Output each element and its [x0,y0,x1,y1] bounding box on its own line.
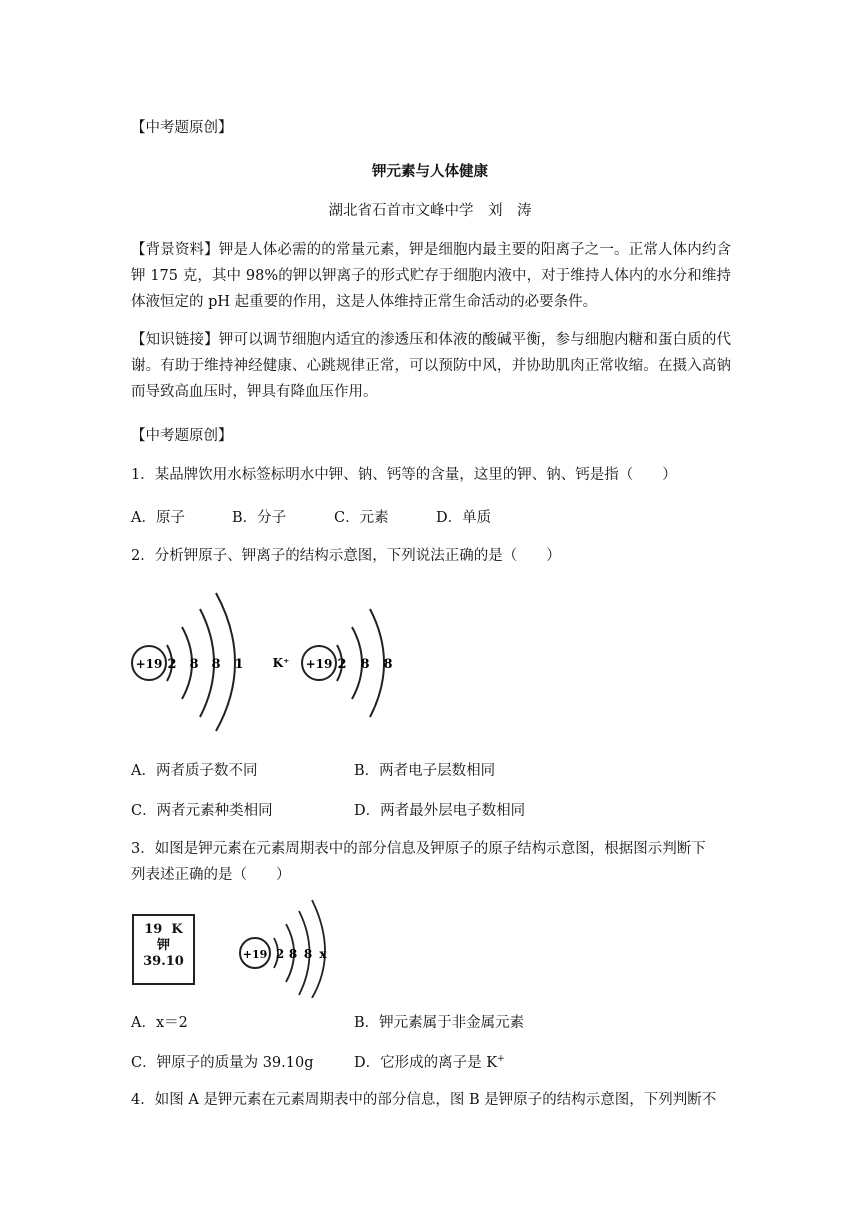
element-name: 钾 [156,938,170,953]
ion-shell-3-count: 8 [383,657,393,672]
question-4-stem: 4．如图 A 是钾元素在元素周期表中的部分信息，图 B 是钾原子的结构示意图，下列判断不 [131,1092,717,1108]
knowledge-text: 钾可以调节细胞内适宜的渗透压和体液的酸碱平衡，参与细胞内糖和蛋白质的代谢。有助于维持神经健康、心跳规律正常，可以预防中风，并协助肌肉正常收缩。在摄入高钠而导致高血压时，钾具有降血压作用。 [131,332,731,400]
q3-atom-diagram [236,898,346,998]
q3-option-a: A．x＝2 [131,1015,188,1031]
q3-option-d [354,1051,505,1072]
atom-shell-3-count: 8 [211,657,221,672]
article-title: 钾元素与人体健康 [372,163,488,180]
q3-option-d-charge: + [497,1054,505,1065]
section-tag: 【中考题原创】 [131,428,233,444]
ion-symbol-label: K⁺ [272,656,290,670]
ion-nucleus-label: +19 [305,657,333,671]
element-symbol: K [171,922,183,937]
element-mass: 39.10 [143,954,184,969]
atom-nucleus-label: +19 [135,657,163,671]
q2-structure-diagram [120,585,420,735]
atom-shell-4-count: 1 [234,657,244,672]
ion-shell-1-count: 2 [337,657,347,672]
ion-shell-3-arc [370,609,384,717]
ion-shell-2-count: 8 [360,657,370,672]
q3-option-c: C．钾原子的质量为 39.10g [131,1055,314,1071]
q2-option-b: B．两者电子层数相同 [354,763,496,779]
q2-option-d: D．两者最外层电子数相同 [354,803,526,819]
question-2-stem: 2．分析钾原子、钾离子的结构示意图，下列说法正确的是（ ） [131,548,561,564]
atom-shell-1-count: 2 [167,657,177,672]
background-text: 钾是人体必需的的常量元素，钾是细胞内最主要的阳离子之一。正常人体内约含钾 175 克，其中 98%的钾以钾离子的形式贮存于细胞内液中，对于维持人体内的水分和维持体液恒定的 pH 起重要的作用，这是人体维持正常生命活动的必要条件。 [131,242,731,310]
element-number: 19 [144,922,163,937]
element-number-symbol [134,922,193,938]
question-3-stem-line-1: 3．如图是钾元素在元素周期表中的部分信息及钾原子的原子结构示意图，根据图示判断下 [131,841,706,857]
q3-nucleus-label: +19 [242,948,268,961]
knowledge-label: 【知识链接】 [131,332,219,348]
q1-option-d: D．单质 [436,510,492,526]
element-card [132,914,195,985]
background-paragraph [131,237,731,315]
question-1-stem: 1．某品牌饮用水标签标明水中钾、钠、钙等的含量，这里的钾、钠、钙是指（ ） [131,467,677,483]
q3-shell-2-count: 8 [288,947,298,961]
q1-option-b: B．分子 [232,510,287,526]
potassium-ion-diagram [302,609,393,717]
q1-option-a: A．原子 [131,510,185,526]
q2-option-c: C．两者元素种类相同 [131,803,273,819]
author-line: 湖北省石首市文峰中学 刘 涛 [328,203,532,219]
potassium-atom-diagram [132,593,244,731]
background-label: 【背景资料】 [131,242,219,258]
q3-shell-3-count: 8 [303,947,313,961]
q3-shell-4-count: x [319,947,327,961]
q2-option-a: A．两者质子数不同 [131,763,258,779]
atom-shell-2-count: 8 [189,657,199,672]
q3-shell-1-count: 2 [275,947,285,961]
q1-option-c: C．元素 [334,510,389,526]
q3-option-d-text: D．它形成的离子是 K [354,1055,498,1071]
q3-option-b: B．钾元素属于非金属元素 [354,1015,525,1031]
header-tag: 【中考题原创】 [131,120,233,136]
knowledge-paragraph [131,327,731,405]
question-3-stem-line-2: 列表述正确的是（ ） [131,867,291,883]
